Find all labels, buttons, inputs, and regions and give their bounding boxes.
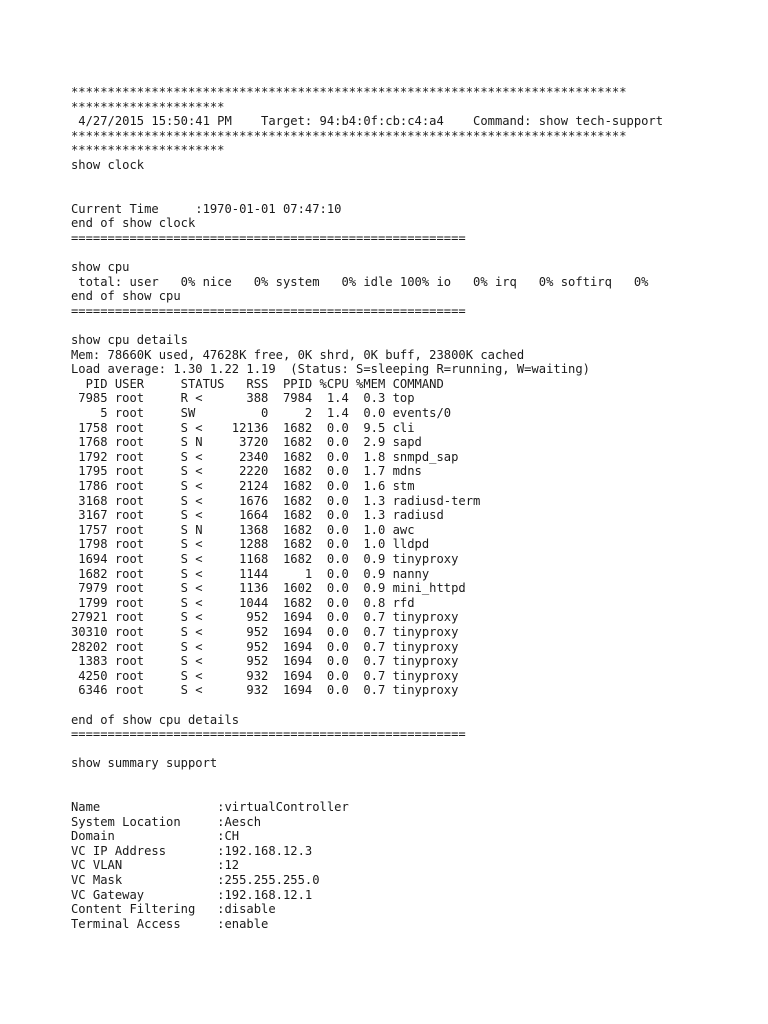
cpu-end: end of show cpu: [71, 289, 181, 304]
process-row: 3168 root S < 1676 1682 0.0 1.3 radiusd-term: [71, 493, 481, 508]
section-separator: ======================================================: [71, 303, 466, 318]
process-row: 7979 root S < 1136 1602 0.0 0.9 mini_httpd: [71, 581, 466, 596]
summary-command: show summary support: [71, 756, 218, 771]
spacer: [71, 786, 751, 801]
spacer: [71, 246, 751, 261]
spacer: [71, 319, 751, 334]
process-row: 28202 root S < 952 1694 0.0 0.7 tinyproxy: [71, 639, 459, 654]
process-row: 1798 root S < 1288 1682 0.0 1.0 lldpd: [71, 537, 430, 552]
process-table-header: PID USER STATUS RSS PPID %CPU %MEM COMMAND: [71, 376, 444, 391]
header-stars: *********************: [71, 143, 225, 158]
process-row: 27921 root S < 952 1694 0.0 0.7 tinyproxy: [71, 610, 459, 625]
summary-field-terminal-access: Terminal Access :enable: [71, 916, 269, 931]
cpu-details-command: show cpu details: [71, 333, 188, 348]
clock-current-time: Current Time :1970-01-01 07:47:10: [71, 201, 342, 216]
cpu-total: total: user 0% nice 0% system 0% idle 100% io 0% irq 0% softirq 0%: [71, 274, 649, 289]
summary-field-vc-mask: VC Mask :255.255.255.0: [71, 873, 320, 888]
cpu-details-end: end of show cpu details: [71, 712, 240, 727]
process-row: 1768 root S N 3720 1682 0.0 2.9 sapd: [71, 435, 422, 450]
summary-field-content-filtering: Content Filtering :disable: [71, 902, 276, 917]
summary-field-vc-gateway: VC Gateway :192.168.12.1: [71, 887, 313, 902]
summary-field-system-location: System Location :Aesch: [71, 814, 262, 829]
header-stars: ****************************************************************************: [71, 128, 627, 143]
process-row: 1757 root S N 1368 1682 0.0 1.0 awc: [71, 522, 415, 537]
process-row: 5 root SW 0 2 1.4 0.0 events/0: [71, 406, 452, 421]
tech-support-output: [71, 85, 751, 931]
header-stars: *********************: [71, 99, 225, 114]
process-row: 7985 root R < 388 7984 1.4 0.3 top: [71, 391, 415, 406]
process-row: 1786 root S < 2124 1682 0.0 1.6 stm: [71, 479, 415, 494]
section-separator: ======================================================: [71, 230, 466, 245]
process-row: 1682 root S < 1144 1 0.0 0.9 nanny: [71, 566, 430, 581]
spacer: [71, 187, 751, 202]
process-row: 1758 root S < 12136 1682 0.0 9.5 cli: [71, 420, 415, 435]
cpu-command: show cpu: [71, 260, 130, 275]
mem-line: Mem: 78660K used, 47628K free, 0K shrd, 0K buff, 23800K cached: [71, 347, 525, 362]
process-row: 1795 root S < 2220 1682 0.0 1.7 mdns: [71, 464, 422, 479]
process-row: 1792 root S < 2340 1682 0.0 1.8 snmpd_sap: [71, 449, 459, 464]
load-average-line: Load average: 1.30 1.22 1.19 (Status: S=sleeping R=running, W=waiting): [71, 362, 590, 377]
process-row: 1799 root S < 1044 1682 0.0 0.8 rfd: [71, 595, 415, 610]
clock-end: end of show clock: [71, 216, 196, 231]
process-row: 4250 root S < 932 1694 0.0 0.7 tinyproxy: [71, 668, 459, 683]
spacer: [71, 173, 751, 188]
header-info: 4/27/2015 15:50:41 PM Target: 94:b4:0f:cb:c4:a4 Command: show tech-support: [71, 114, 664, 129]
summary-field-vc-ip-address: VC IP Address :192.168.12.3: [71, 843, 313, 858]
process-row: 3167 root S < 1664 1682 0.0 1.3 radiusd: [71, 508, 444, 523]
spacer: [71, 742, 751, 757]
summary-field-domain: Domain :CH: [71, 829, 240, 844]
header-stars: ****************************************************************************: [71, 85, 627, 99]
summary-field-name: Name :virtualController: [71, 800, 349, 815]
clock-command: show clock: [71, 157, 145, 172]
process-row: 1383 root S < 952 1694 0.0 0.7 tinyproxy: [71, 654, 459, 669]
section-separator: ======================================================: [71, 727, 466, 742]
process-row: 6346 root S < 932 1694 0.0 0.7 tinyproxy: [71, 683, 459, 698]
process-row: 30310 root S < 952 1694 0.0 0.7 tinyproxy: [71, 624, 459, 639]
spacer: [71, 771, 751, 786]
summary-field-vc-vlan: VC VLAN :12: [71, 858, 240, 873]
spacer: [71, 698, 751, 713]
process-row: 1694 root S < 1168 1682 0.0 0.9 tinyproxy: [71, 552, 459, 566]
